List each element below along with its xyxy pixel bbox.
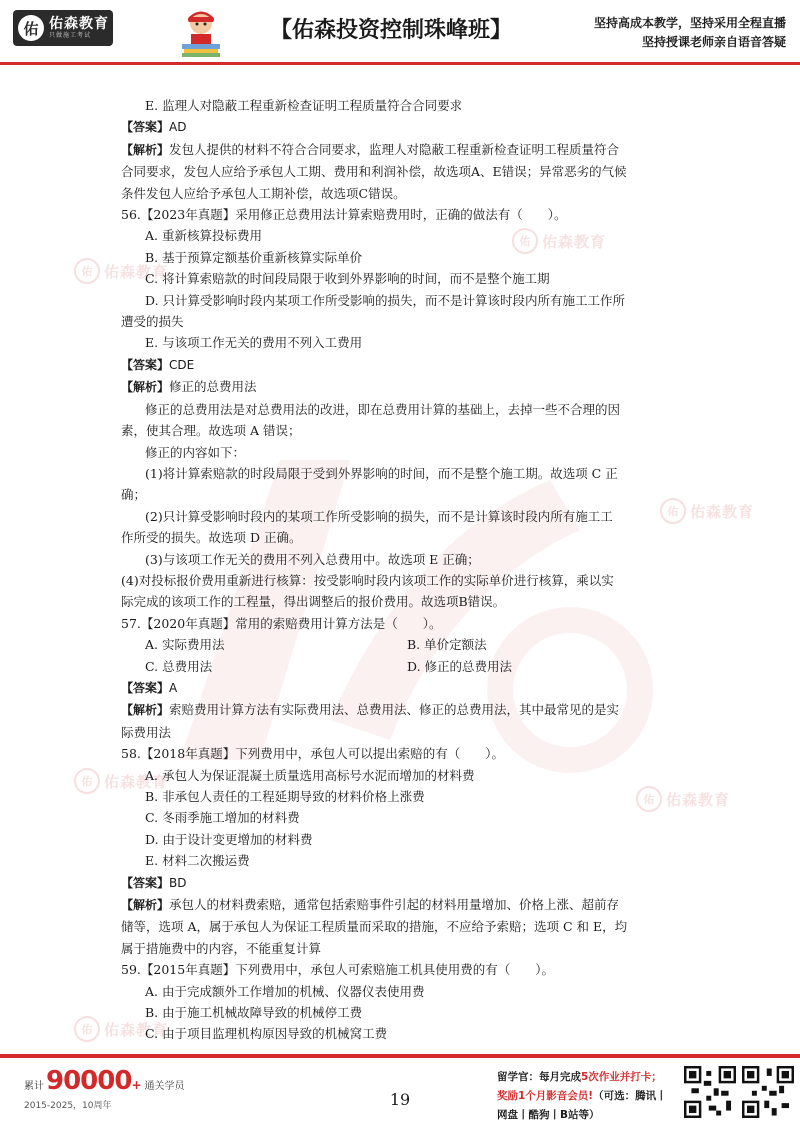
header-divider	[0, 62, 800, 65]
analysis-line	[121, 699, 691, 721]
line-text: CDE	[169, 357, 195, 372]
page-title: 【佑森投资控制珠峰班】	[270, 18, 513, 43]
line-text: 确；	[121, 487, 147, 503]
text-line	[121, 570, 691, 591]
stats-prefix: 累计	[24, 1081, 44, 1092]
line-text: D. 由于设计变更增加的材料费	[145, 831, 313, 847]
footer-divider	[0, 1054, 800, 1058]
line-text: B. 由于施工机械故障导致的机械停工费	[145, 1005, 363, 1021]
line-text: (3)与该项工作无关的费用不列入总费用中。故选项 E 正确；	[145, 551, 480, 567]
text-line	[121, 311, 691, 332]
text-line	[121, 161, 691, 182]
stats-plus: +	[131, 1078, 142, 1092]
line-text: 际完成的该项工作的工程量，得出调整后的报价费用。故选项B错误。	[121, 594, 506, 610]
line-text: D. 只计算受影响时段内某项工作所受影响的损失，而不是计算该时段内所有施工工作所	[145, 292, 626, 308]
line-text: 属于措施费中的内容，不能重复计算	[121, 940, 322, 956]
text-line	[121, 332, 691, 353]
stats-number: 90000	[46, 1066, 132, 1096]
text-line	[121, 225, 691, 246]
analysis-line	[121, 139, 691, 161]
line-text: (2)只计算受影响时段内的某项工作所受影响的损失，而不是计算该时段内所有施工工	[145, 508, 613, 524]
text-line	[121, 981, 691, 1002]
text-line	[121, 549, 691, 570]
line-text: 发包人提供的材料不符合合同要求，监理人对隐蔽工程重新检查证明工程质量符合	[169, 141, 620, 157]
analysis-line	[121, 894, 691, 916]
brand-logo	[13, 10, 113, 46]
analysis-line	[121, 376, 691, 398]
watermark-logo-icon: 佑	[636, 786, 662, 812]
promo-line1-b: 5次作业并打卡；	[581, 1071, 662, 1083]
line-text: C. 将计算索赔款的时间段局限于收到外界影响的时间，而不是整个施工期	[145, 271, 550, 287]
watermark-logo-icon: 佑	[74, 258, 100, 284]
text-line	[121, 463, 691, 484]
text-line	[121, 613, 691, 634]
line-text: C. 由于项目监理机构原因导致的机械窝工费	[145, 1026, 388, 1042]
text-line	[121, 916, 691, 937]
stats-suffix: 通关学员	[144, 1081, 185, 1092]
text-line	[121, 268, 691, 289]
text-line	[121, 420, 691, 441]
text-line	[121, 204, 691, 225]
line-text: 遭受的损失	[121, 314, 184, 330]
text-line	[121, 183, 691, 204]
line-text: 索赔费用计算方法有实际费用法、总费用法、修正的总费用法，其中最常见的是实	[169, 702, 620, 718]
section-keyword: 【答案】	[121, 357, 170, 372]
text-line	[121, 765, 691, 786]
section-keyword: 【解析】	[121, 703, 170, 718]
line-text: 条件发包人应给予承包人工期补偿，故选项C错误。	[121, 185, 406, 201]
text-line	[121, 850, 691, 871]
watermark-text: 佑森教育	[690, 502, 755, 521]
line-text: E. 监理人对隐蔽工程重新检查证明工程质量符合合同要求	[145, 98, 463, 113]
text-line	[121, 527, 691, 548]
line-text: 素，使其合理。故选项 A 错误；	[121, 423, 301, 439]
promo-line1-a: 留学官：每月完成	[497, 1071, 581, 1083]
line-text: A. 由于完成额外工作增加的机械、仪器仪表使用费	[145, 983, 425, 999]
page-header	[0, 0, 800, 72]
section-keyword: 【解析】	[121, 898, 170, 913]
line-text: 修正的总费用法是对总费用法的改进，即在总费用计算的基础上，去掉一些不合理的因	[145, 401, 621, 417]
line-text: BD	[169, 875, 187, 890]
section-keyword: 【答案】	[121, 120, 170, 135]
line-text: (1)将计算索赔款的时段局限于受到外界影响的时间，而不是整个施工期。故选项 C 正	[145, 465, 618, 481]
line-text: 56.【2023年真题】采用修正总费用法计算索赔费用时，正确的做法有（ ）。	[121, 207, 567, 223]
line-text: C. 冬雨季施工增加的材料费	[145, 810, 300, 826]
text-line	[121, 1002, 691, 1023]
option-row	[121, 634, 691, 655]
text-line	[121, 743, 691, 764]
option-text: C. 总费用法	[145, 658, 213, 674]
line-text: 58.【2018年真题】下列费用中，承包人可以提出索赔的有（ ）。	[121, 746, 504, 762]
line-text: 59.【2015年真题】下列费用中，承包人可索赔施工机具使用费的有（ ）。	[121, 962, 554, 978]
watermark-text: 佑森教育	[104, 262, 169, 281]
line-text: B. 非承包人责任的工程延期导致的材料价格上涨费	[145, 789, 425, 804]
line-text: A	[169, 680, 178, 695]
watermark-text: 佑森教育	[104, 772, 169, 791]
line-text: AD	[169, 120, 187, 135]
watermark-text: 佑森教育	[542, 232, 607, 251]
line-text: 修正的总费用法	[169, 379, 257, 395]
text-line	[121, 938, 691, 959]
mascot-reading-icon	[178, 8, 224, 58]
text-line	[121, 722, 691, 743]
section-keyword: 【解析】	[121, 142, 170, 157]
qr-code-icon	[684, 1066, 736, 1118]
watermark-logo-icon: 佑	[512, 228, 538, 254]
text-line	[121, 786, 691, 807]
line-text: A. 重新核算投标费用	[145, 228, 262, 244]
header-slogans	[594, 14, 786, 52]
slogan-line-1: 坚持高成本教学，坚持采用全程直播	[593, 16, 786, 30]
answer-line	[121, 354, 691, 376]
promo-line2-b: （可选：腾讯丨	[593, 1090, 667, 1102]
option-text: B. 单价定额法	[407, 637, 487, 653]
option-row	[121, 656, 691, 677]
line-text: B. 基于预算定额基价重新核算实际单价	[145, 249, 363, 265]
option-text: A. 实际费用法	[145, 637, 225, 653]
text-line	[121, 399, 691, 420]
line-text: 储等，选项 A，属于承包人为保证工程质量而采取的措施，不应给予索赔；选项 C 和 E，均	[121, 919, 628, 935]
text-line	[121, 506, 691, 527]
line-text: 承包人的材料费索赔，通常包括索赔事件引起的材料用量增加、价格上涨、超前存	[169, 897, 620, 913]
section-keyword: 【解析】	[121, 380, 170, 395]
text-line	[121, 290, 691, 311]
watermark-text: 佑森教育	[104, 1020, 169, 1039]
answer-line	[121, 872, 691, 894]
line-text: 57.【2020年真题】常用的索赔费用计算方法是（ ）。	[121, 615, 442, 631]
option-text: D. 修正的总费用法	[407, 658, 513, 674]
slogan-line-2: 坚持授课老师亲自语音答疑	[641, 35, 786, 49]
answer-line	[121, 116, 691, 138]
logo-mark-icon: 佑	[18, 15, 44, 41]
watermark-logo-icon: 佑	[74, 1016, 100, 1042]
text-line	[121, 95, 691, 116]
line-text: (4)对投标报价费用重新进行核算：按受影响时段内该项工作的实际单价进行核算，乘以实	[121, 572, 614, 588]
answer-line	[121, 677, 691, 699]
document-body	[121, 95, 691, 1045]
line-text: A. 承包人为保证混凝土质量选用高标号水泥而增加的材料费	[145, 767, 475, 783]
text-line	[121, 591, 691, 612]
text-line	[121, 442, 691, 463]
footer-promo	[497, 1068, 687, 1125]
stats-years: 2015-2025，10周年	[24, 1101, 112, 1111]
line-text: 际费用法	[121, 724, 172, 740]
page-number: 19	[389, 1090, 411, 1109]
line-text: 修正的内容如下：	[145, 444, 246, 460]
section-keyword: 【答案】	[121, 680, 170, 695]
watermark-text: 佑森教育	[666, 790, 731, 809]
promo-line2-a: 奖励1个月影音会员!	[497, 1090, 594, 1102]
text-line	[121, 959, 691, 980]
logo-name: 佑森教育	[49, 16, 109, 32]
qr-code-icon	[742, 1066, 794, 1118]
footer-stats	[24, 1066, 185, 1111]
text-line	[121, 484, 691, 505]
text-line	[121, 807, 691, 828]
logo-slogan: 只做施工考试	[49, 32, 92, 39]
section-keyword: 【答案】	[121, 875, 170, 890]
promo-line3: 网盘丨酷狗丨B站等）	[497, 1109, 600, 1121]
watermark-logo-icon: 佑	[74, 768, 100, 794]
text-line	[121, 829, 691, 850]
line-text: E. 与该项工作无关的费用不列入工费用	[145, 335, 363, 351]
text-line	[121, 247, 691, 268]
text-line	[121, 1023, 691, 1044]
line-text: 作所受的损失。故选项 D 正确。	[121, 530, 302, 546]
watermark-logo-icon: 佑	[660, 498, 686, 524]
line-text: E. 材料二次搬运费	[145, 853, 250, 869]
line-text: 合同要求，发包人应给予承包人工期、费用和利润补偿，故选项A、E错误；异常恶劣的气候	[121, 164, 627, 180]
